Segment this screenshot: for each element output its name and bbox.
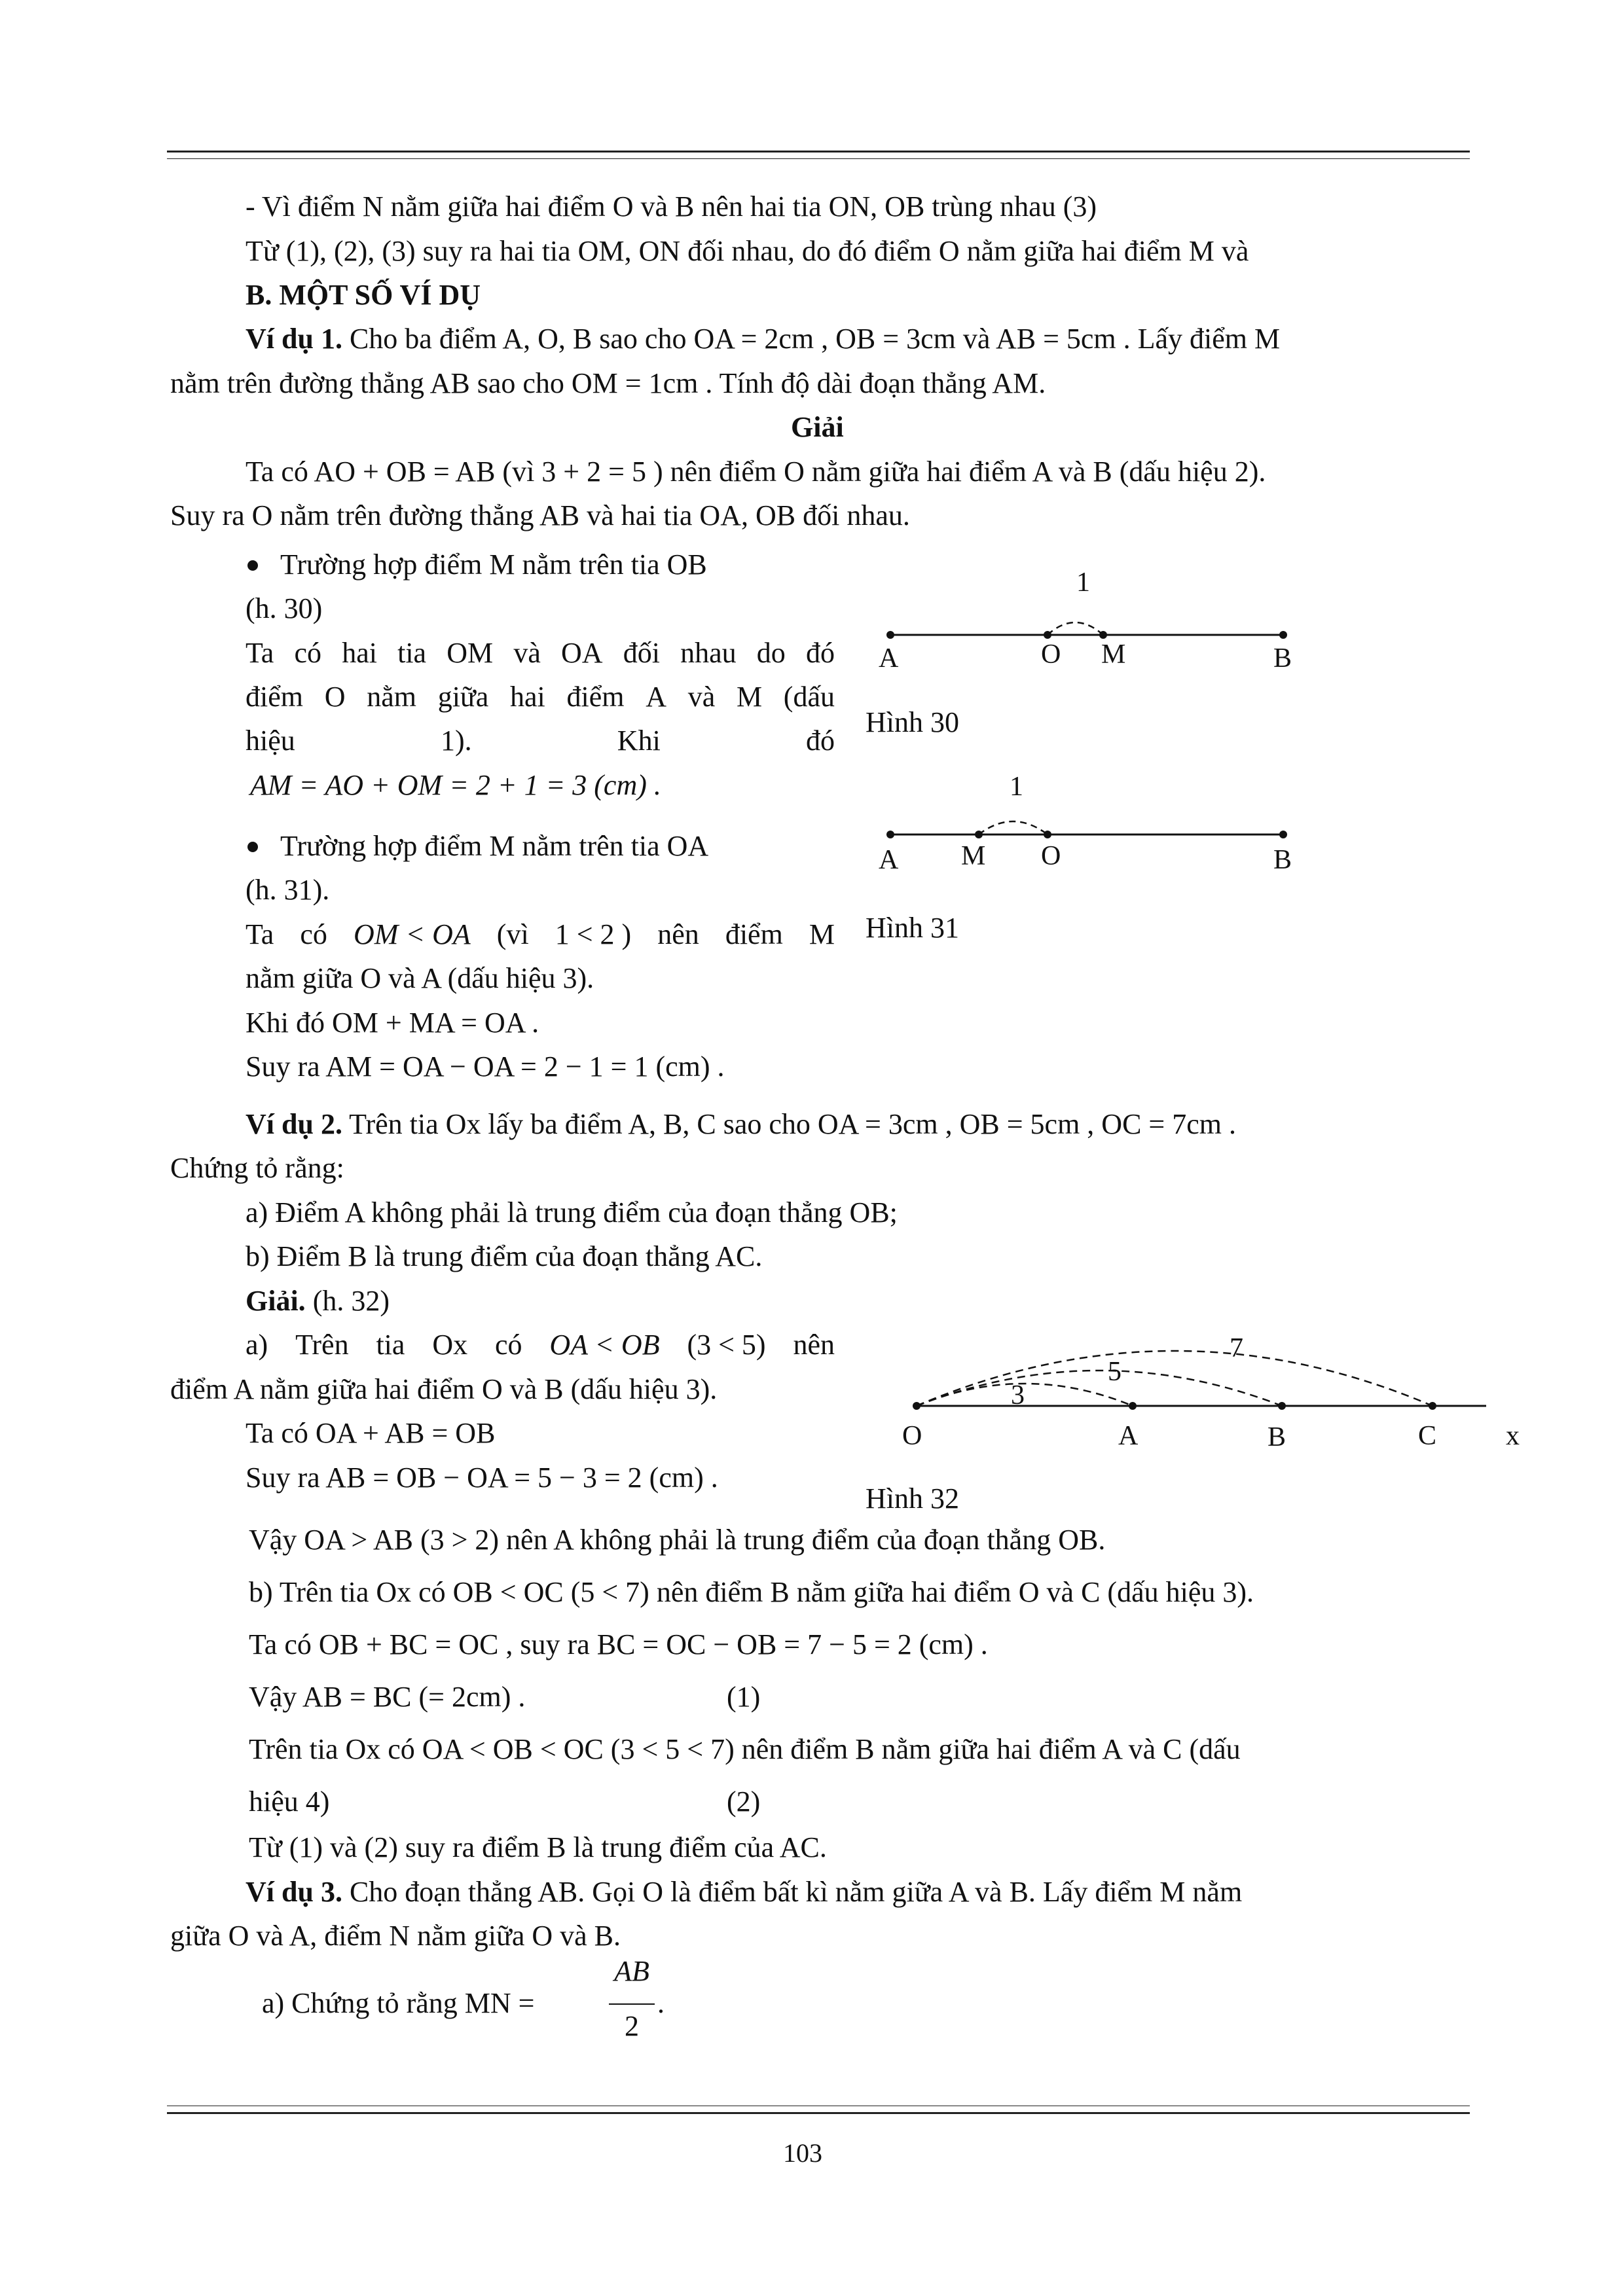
text-line: Từ (1), (2), (3) suy ra hai tia OM, ON đối nhau, do đó điểm O nằm giữa hai điểm M và: [246, 235, 1249, 267]
text-line: nằm giữa O và A (dấu hiệu 3).: [246, 962, 594, 994]
footer-rule-bottom: [167, 2112, 1470, 2114]
point-b: [1279, 631, 1287, 639]
solution-2-heading: [246, 1283, 390, 1319]
point-label: B: [1273, 845, 1292, 875]
word: (dấu: [783, 681, 835, 713]
justified-line: [246, 1327, 835, 1363]
dashed-arc-5: [917, 1371, 1282, 1406]
point-label: A: [879, 845, 899, 875]
example-1-text: Cho ba điểm A, O, B sao cho OA = 2cm , OB = 3cm và AB = 5cm . Lấy điểm M: [342, 323, 1281, 355]
example-3-statement: [246, 1874, 1242, 1910]
word: OM < OA: [353, 918, 471, 950]
word: hai: [510, 681, 545, 713]
word: giữa: [437, 681, 489, 713]
point-b: [1279, 831, 1287, 838]
word: 1).: [440, 725, 472, 757]
fraction-denominator: 2: [625, 2010, 639, 2042]
figure-ref: (h. 32): [305, 1285, 390, 1317]
point-label: O: [1041, 639, 1061, 670]
word: có: [300, 918, 327, 950]
point-label: B: [1267, 1422, 1286, 1452]
point-label: A: [1118, 1421, 1139, 1451]
text-line: Chứng tỏ rằng:: [170, 1152, 344, 1184]
word: hiệu: [246, 725, 295, 757]
dashed-arc: [1048, 622, 1103, 635]
dashed-arc-7: [917, 1351, 1432, 1406]
text-line: Suy ra AM = OA − OA = 2 − 1 = 1 (cm) .: [246, 1050, 725, 1083]
text-line: điểm A nằm giữa hai điểm O và B (dấu hiệu 3).: [170, 1373, 718, 1405]
text-line: Suy ra O nằm trên đường thẳng AB và hai tia OA, OB đối nhau.: [170, 499, 910, 531]
word: đó: [805, 725, 835, 757]
figure-caption: Hình 32: [866, 1482, 959, 1515]
equation-number: (2): [727, 1785, 761, 1818]
arc-label: 3: [1011, 1380, 1025, 1410]
example-2-statement: [246, 1106, 1236, 1143]
word: nên: [657, 918, 699, 950]
equation-number: (1): [727, 1681, 761, 1713]
fraction-numerator: AB: [614, 1955, 649, 1987]
solution-heading: Giải: [791, 411, 844, 443]
justified-line: [246, 679, 835, 715]
text-line: Ta có OB + BC = OC , suy ra BC = OC − OB = 7 − 5 = 2 (cm) .: [249, 1628, 988, 1660]
text-line: Ta có AO + OB = AB (vì 3 + 2 = 5 ) nên điểm O nằm giữa hai điểm A và B (dấu hiệu 2).: [246, 456, 1266, 488]
word: (3 < 5): [687, 1329, 766, 1361]
word: hai: [342, 637, 377, 669]
header-rule-top: [167, 151, 1470, 152]
fraction-bar: [609, 2003, 655, 2005]
figure-30: [884, 563, 1303, 694]
text-line: Trên tia Ox có OA < OB < OC (3 < 5 < 7) nên điểm B nằm giữa hai điểm A và C (dấu: [249, 1733, 1241, 1765]
header-rule-bottom: [167, 158, 1470, 159]
dashed-arc-3: [917, 1384, 1133, 1406]
arc-label: 1: [1010, 772, 1023, 802]
word: nhau: [680, 637, 737, 669]
word: a): [246, 1329, 268, 1361]
page-number: 103: [783, 2138, 822, 2168]
justified-line: [246, 635, 835, 672]
example-3-label: Ví dụ 3.: [246, 1876, 342, 1908]
text-line: Trường hợp điểm M nằm trên tia OB: [280, 548, 707, 581]
section-heading: B. MỘT SỐ VÍ DỤ: [246, 279, 481, 311]
dashed-arc: [979, 821, 1048, 834]
bullet-icon: [247, 560, 258, 571]
example-2-text: Trên tia Ox lấy ba điểm A, B, C sao cho OA = 3cm , OB = 5cm , OC = 7cm .: [342, 1108, 1236, 1140]
point-label: C: [1418, 1421, 1437, 1451]
word: Khi: [617, 725, 661, 757]
solution-label: Giải.: [246, 1285, 306, 1317]
point-label: A: [879, 643, 899, 673]
point-label: B: [1273, 643, 1292, 673]
axis-label: x: [1506, 1421, 1520, 1451]
text-line: .: [657, 1987, 665, 2019]
word: đối: [623, 637, 660, 669]
text-line: Khi đó OM + MA = OA .: [246, 1007, 539, 1039]
text-line: (h. 31).: [246, 874, 330, 906]
word: Ta: [246, 918, 274, 950]
text-line: Ta có OA + AB = OB: [246, 1417, 496, 1449]
word: Ta: [246, 637, 274, 669]
arc-label: 7: [1230, 1333, 1243, 1363]
word: có: [494, 1329, 522, 1361]
example-1-label: Ví dụ 1.: [246, 323, 342, 355]
point-label: O: [1041, 841, 1061, 871]
example-2-label: Ví dụ 2.: [246, 1108, 342, 1140]
text-line: Vậy OA > AB (3 > 2) nên A không phải là trung điểm của đoạn thẳng OB.: [249, 1524, 1106, 1556]
text-line: b) Điểm B là trung điểm của đoạn thẳng AC.: [246, 1240, 763, 1272]
point-label: M: [1101, 639, 1126, 670]
word: đó: [805, 637, 835, 669]
point-a: [886, 831, 894, 838]
word: O: [324, 681, 346, 713]
word: và: [687, 681, 716, 713]
word: tia: [397, 637, 427, 669]
example-1-statement: [246, 321, 1280, 357]
word: OA: [561, 637, 603, 669]
text-line: - Vì điểm N nằm giữa hai điểm O và B nên hai tia ON, OB trùng nhau (3): [246, 190, 1097, 223]
word: A: [646, 681, 666, 713]
word: nằm: [367, 681, 416, 713]
text-line: b) Trên tia Ox có OB < OC (5 < 7) nên điểm B nằm giữa hai điểm O và C (dấu hiệu 3).: [249, 1576, 1254, 1608]
word: điểm: [246, 681, 303, 713]
arc-label: 1: [1076, 567, 1090, 598]
word: do: [756, 637, 786, 669]
text-line: nằm trên đường thẳng AB sao cho OM = 1cm . Tính độ dài đoạn thẳng AM.: [170, 367, 1046, 399]
text-line: a) Điểm A không phải là trung điểm của đoạn thẳng OB;: [246, 1196, 898, 1229]
arc-label: 5: [1108, 1357, 1122, 1387]
word: điểm: [725, 918, 783, 950]
point-a: [886, 631, 894, 639]
word: Ox: [432, 1329, 468, 1361]
text-line: Trường hợp điểm M nằm trên tia OA: [280, 830, 709, 862]
justified-line: [246, 916, 835, 953]
word: và: [513, 637, 541, 669]
word: OA < OB: [549, 1329, 660, 1361]
point-label: O: [902, 1421, 922, 1451]
text-line: Vậy AB = BC (= 2cm) .: [249, 1681, 526, 1713]
justified-line: [246, 723, 835, 759]
math-line: AM = AO + OM = 2 + 1 = 3 (cm) .: [250, 769, 661, 801]
word: M: [736, 681, 763, 713]
text-line: hiệu 4): [249, 1785, 330, 1818]
example-3-text: Cho đoạn thẳng AB. Gọi O là điểm bất kì nằm giữa A và B. Lấy điểm M nằm: [342, 1876, 1243, 1908]
figure-31: [884, 769, 1303, 900]
word: M: [809, 918, 835, 950]
word: tia: [376, 1329, 405, 1361]
word: OM: [447, 637, 494, 669]
figure-caption: Hình 31: [866, 912, 959, 944]
text-line: giữa O và A, điểm N nằm giữa O và B.: [170, 1920, 621, 1952]
point-label: M: [961, 841, 986, 871]
word: nên: [793, 1329, 835, 1361]
word: có: [294, 637, 322, 669]
word: 1 < 2 ): [555, 918, 632, 950]
text-line: a) Chứng tỏ rằng MN =: [262, 1987, 535, 2019]
text-line: Từ (1) và (2) suy ra điểm B là trung điểm của AC.: [249, 1831, 827, 1863]
bullet-icon: [247, 842, 258, 852]
word: điểm: [566, 681, 625, 713]
word: (vì: [496, 918, 529, 950]
point-a: [1129, 1402, 1137, 1410]
figure-caption: Hình 30: [866, 706, 959, 738]
text-line: Suy ra AB = OB − OA = 5 − 3 = 2 (cm) .: [246, 1462, 718, 1494]
word: Trên: [295, 1329, 349, 1361]
text-line: (h. 30): [246, 592, 323, 624]
